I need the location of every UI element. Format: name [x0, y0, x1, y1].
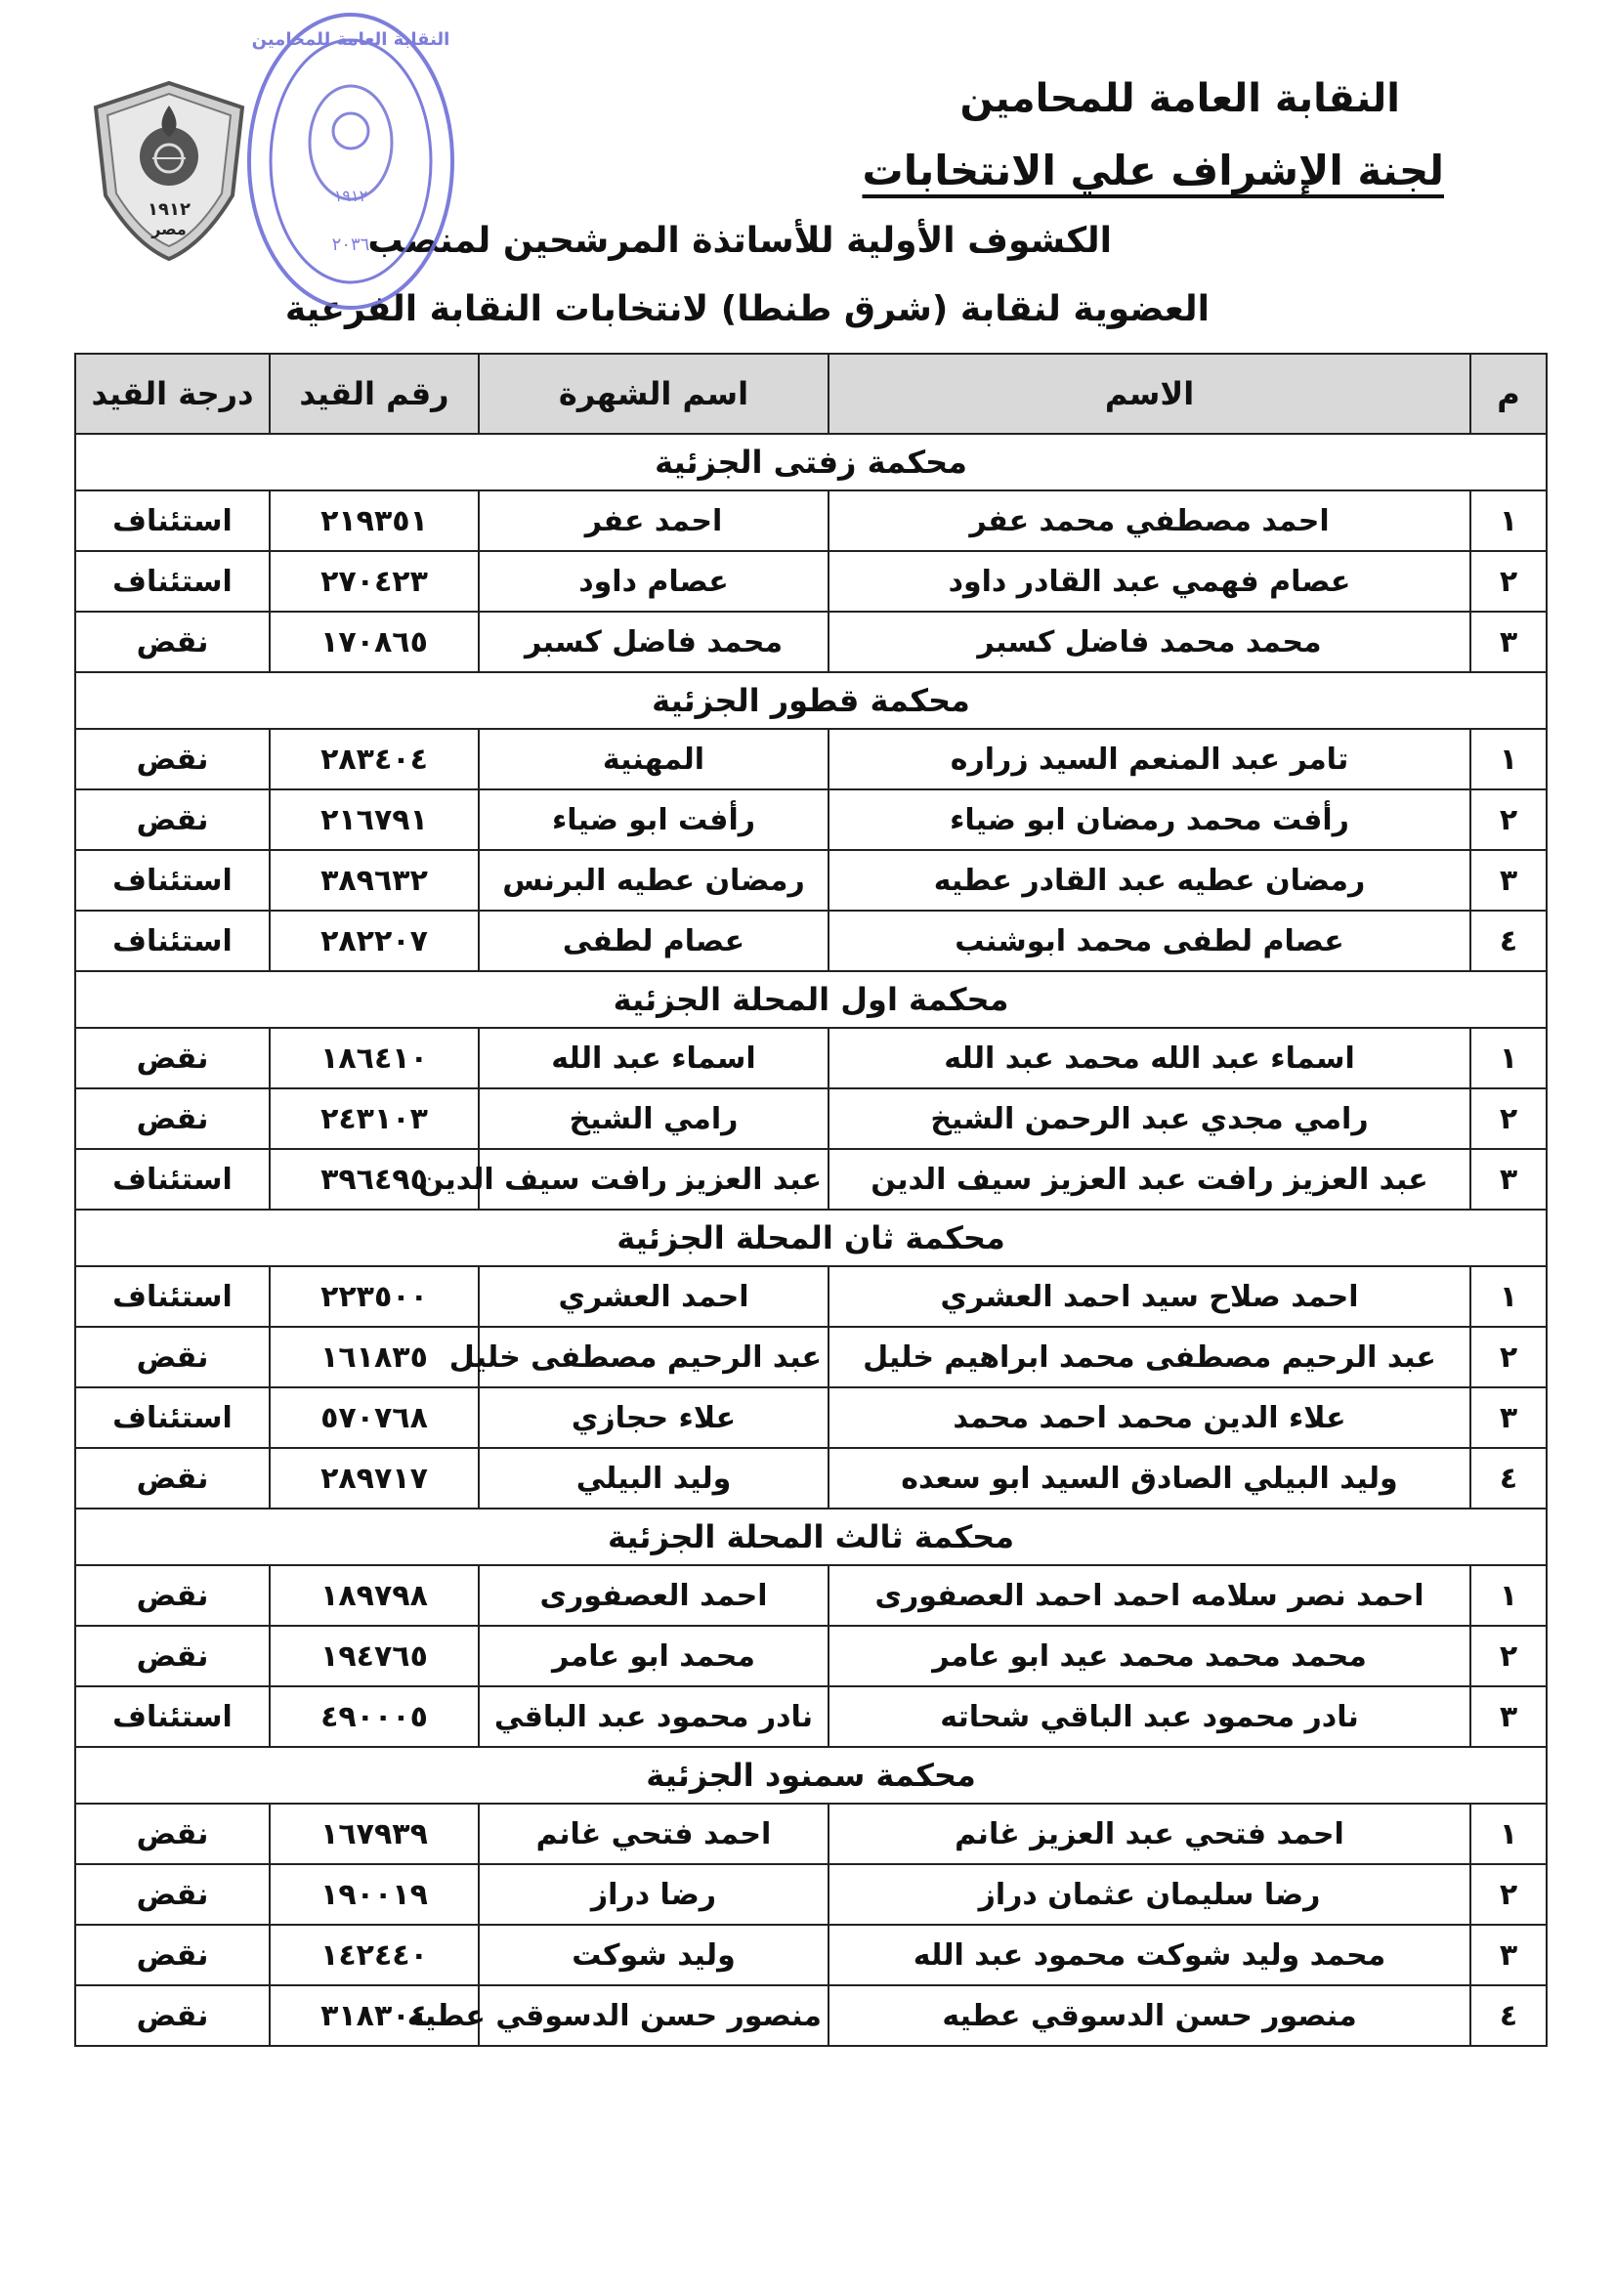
syndicate-logo	[86, 78, 252, 264]
court-name: محكمة سمنود الجزئية	[75, 1747, 1547, 1804]
table-row	[75, 1149, 1547, 1210]
row-number: ٤	[1470, 911, 1547, 971]
row-number: ٣	[1470, 612, 1547, 672]
registration-level: نقض	[75, 729, 270, 789]
table-row	[75, 490, 1547, 551]
table-row	[75, 1804, 1547, 1864]
nickname: عبد الرحيم مصطفى خليل	[479, 1327, 829, 1387]
col-header-nickname: اسم الشهرة	[479, 354, 829, 434]
nickname: رمضان عطيه البرنس	[479, 850, 829, 911]
candidate-name: رأفت محمد رمضان ابو ضياء	[829, 789, 1470, 850]
registration-level: استئناف	[75, 1266, 270, 1327]
court-name: محكمة قطور الجزئية	[75, 672, 1547, 729]
candidate-name: علاء الدين محمد احمد محمد	[829, 1387, 1470, 1448]
row-number: ٢	[1470, 789, 1547, 850]
registration-level: نقض	[75, 1626, 270, 1686]
row-number: ٣	[1470, 850, 1547, 911]
candidate-name: وليد البيلي الصادق السيد ابو سعده	[829, 1448, 1470, 1509]
court-section-row	[75, 971, 1547, 1028]
registration-level: استئناف	[75, 490, 270, 551]
registration-number: ١٦٧٩٣٩	[270, 1804, 479, 1864]
nickname: نادر محمود عبد الباقي	[479, 1686, 829, 1747]
registration-number: ١٩٠٠١٩	[270, 1864, 479, 1925]
row-number: ١	[1470, 1804, 1547, 1864]
court-name: محكمة اول المحلة الجزئية	[75, 971, 1547, 1028]
nickname: منصور حسن الدسوقي عطيه	[479, 1985, 829, 2046]
table-row	[75, 1925, 1547, 1985]
row-number: ٢	[1470, 551, 1547, 612]
col-header-number: م	[1470, 354, 1547, 434]
registration-level: نقض	[75, 1088, 270, 1149]
table-row	[75, 1448, 1547, 1509]
table-row	[75, 911, 1547, 971]
registration-number: ١٤٢٤٤٠	[270, 1925, 479, 1985]
official-stamp	[242, 6, 459, 317]
candidate-name: عبد العزيز رافت عبد العزيز سيف الدين	[829, 1149, 1470, 1210]
candidate-name: تامر عبد المنعم السيد زراره	[829, 729, 1470, 789]
court-section-row	[75, 672, 1547, 729]
candidate-name: رامي مجدي عبد الرحمن الشيخ	[829, 1088, 1470, 1149]
doc-title-line2: العضوية لنقابة (شرق طنطا) لانتخابات النقابة الفرعية	[284, 289, 1210, 329]
registration-level: نقض	[75, 1985, 270, 2046]
court-section-row	[75, 434, 1547, 490]
registration-level: نقض	[75, 612, 270, 672]
registration-number: ١٨٩٧٩٨	[270, 1565, 479, 1626]
table-row	[75, 1088, 1547, 1149]
row-number: ١	[1470, 1028, 1547, 1088]
candidate-name: عبد الرحيم مصطفى محمد ابراهيم خليل	[829, 1327, 1470, 1387]
registration-level: نقض	[75, 1565, 270, 1626]
registration-level: استئناف	[75, 1149, 270, 1210]
svg-text:مصر: مصر	[151, 220, 187, 238]
row-number: ٣	[1470, 1925, 1547, 1985]
registration-number: ٣٨٩٦٣٢	[270, 850, 479, 911]
registration-number: ٢٧٠٤٢٣	[270, 551, 479, 612]
table-row	[75, 1864, 1547, 1925]
nickname: عصام داود	[479, 551, 829, 612]
nickname: احمد عفر	[479, 490, 829, 551]
row-number: ٣	[1470, 1686, 1547, 1747]
row-number: ٤	[1470, 1985, 1547, 2046]
nickname: محمد فاضل كسبر	[479, 612, 829, 672]
row-number: ١	[1470, 1266, 1547, 1327]
nickname: علاء حجازي	[479, 1387, 829, 1448]
candidate-name: محمد محمد محمد عيد ابو عامر	[829, 1626, 1470, 1686]
svg-text:النقابة العامة للمحامين: النقابة العامة للمحامين	[251, 29, 450, 50]
court-section-row	[75, 1509, 1547, 1565]
nickname: وليد البيلي	[479, 1448, 829, 1509]
registration-level: نقض	[75, 789, 270, 850]
svg-text:١٩١٢: ١٩١٢	[148, 199, 191, 220]
candidate-name: احمد مصطفي محمد عفر	[829, 490, 1470, 551]
col-header-registration-number: رقم القيد	[270, 354, 479, 434]
registration-level: نقض	[75, 1804, 270, 1864]
candidate-name: احمد نصر سلامه احمد احمد العصفورى	[829, 1565, 1470, 1626]
row-number: ٣	[1470, 1387, 1547, 1448]
registration-number: ٣١٨٣٠٤	[270, 1985, 479, 2046]
registration-number: ١٦١٨٣٥	[270, 1327, 479, 1387]
table-row	[75, 1327, 1547, 1387]
row-number: ٢	[1470, 1626, 1547, 1686]
registration-level: استئناف	[75, 551, 270, 612]
court-name: محكمة ثان المحلة الجزئية	[75, 1210, 1547, 1266]
nickname: رامي الشيخ	[479, 1088, 829, 1149]
svg-text:٢٠٣٦: ٢٠٣٦	[331, 234, 370, 255]
registration-number: ٢٤٣١٠٣	[270, 1088, 479, 1149]
registration-level: استئناف	[75, 911, 270, 971]
candidate-name: رضا سليمان عثمان دراز	[829, 1864, 1470, 1925]
registration-number: ١٩٤٧٦٥	[270, 1626, 479, 1686]
registration-level: استئناف	[75, 850, 270, 911]
candidate-name: اسماء عبد الله محمد عبد الله	[829, 1028, 1470, 1088]
registration-number: ٢١٩٣٥١	[270, 490, 479, 551]
court-section-row	[75, 1747, 1547, 1804]
registration-number: ٢١٦٧٩١	[270, 789, 479, 850]
nickname: رأفت ابو ضياء	[479, 789, 829, 850]
court-name: محكمة ثالث المحلة الجزئية	[75, 1509, 1547, 1565]
registration-level: نقض	[75, 1327, 270, 1387]
court-section-row	[75, 1210, 1547, 1266]
table-row	[75, 1266, 1547, 1327]
registration-level: نقض	[75, 1864, 270, 1925]
nickname: المهنية	[479, 729, 829, 789]
row-number: ٢	[1470, 1088, 1547, 1149]
table-row	[75, 1686, 1547, 1747]
candidate-name: منصور حسن الدسوقي عطيه	[829, 1985, 1470, 2046]
registration-number: ٤٩٠٠٠٥	[270, 1686, 479, 1747]
registration-number: ١٨٦٤١٠	[270, 1028, 479, 1088]
nickname: احمد العصفورى	[479, 1565, 829, 1626]
nickname: احمد فتحي غانم	[479, 1804, 829, 1864]
registration-number: ٥٧٠٧٦٨	[270, 1387, 479, 1448]
registration-level: استئناف	[75, 1387, 270, 1448]
col-header-registration-level: درجة القيد	[75, 354, 270, 434]
committee-name: لجنة الإشراف علي الانتخابات	[862, 147, 1444, 194]
registration-number: ٢٨٩٧١٧	[270, 1448, 479, 1509]
row-number: ٤	[1470, 1448, 1547, 1509]
row-number: ٢	[1470, 1864, 1547, 1925]
table-header-row	[75, 354, 1547, 434]
nickname: رضا دراز	[479, 1864, 829, 1925]
candidate-name: محمد وليد شوكت محمود عبد الله	[829, 1925, 1470, 1985]
registration-number: ٢٨٢٢٠٧	[270, 911, 479, 971]
nickname: احمد العشري	[479, 1266, 829, 1327]
court-name: محكمة زفتى الجزئية	[75, 434, 1547, 490]
candidate-name: عصام فهمي عبد القادر داود	[829, 551, 1470, 612]
table-row	[75, 551, 1547, 612]
registration-number: ٢٨٣٤٠٤	[270, 729, 479, 789]
table-row	[75, 850, 1547, 911]
row-number: ٣	[1470, 1149, 1547, 1210]
registration-level: نقض	[75, 1028, 270, 1088]
table-row	[75, 1028, 1547, 1088]
table-row	[75, 789, 1547, 850]
table-row	[75, 612, 1547, 672]
table-row	[75, 1626, 1547, 1686]
row-number: ٢	[1470, 1327, 1547, 1387]
candidate-name: محمد محمد فاضل كسبر	[829, 612, 1470, 672]
candidate-name: رمضان عطيه عبد القادر عطيه	[829, 850, 1470, 911]
candidate-name: نادر محمود عبد الباقي شحاته	[829, 1686, 1470, 1747]
row-number: ١	[1470, 490, 1547, 551]
candidate-name: احمد صلاح سيد احمد العشري	[829, 1266, 1470, 1327]
candidate-name: عصام لطفى محمد ابوشنب	[829, 911, 1470, 971]
table-row	[75, 1985, 1547, 2046]
nickname: عبد العزيز رافت سيف الدين	[479, 1149, 829, 1210]
registration-level: نقض	[75, 1925, 270, 1985]
nickname: اسماء عبد الله	[479, 1028, 829, 1088]
candidates-table	[74, 353, 1548, 2047]
nickname: عصام لطفى	[479, 911, 829, 971]
col-header-name: الاسم	[829, 354, 1470, 434]
registration-number: ٢٢٣٥٠٠	[270, 1266, 479, 1327]
table-row	[75, 1565, 1547, 1626]
svg-text:١٩١٢: ١٩١٢	[333, 187, 368, 205]
registration-level: نقض	[75, 1448, 270, 1509]
doc-title-line1: الكشوف الأولية للأساتذة المرشحين لمنصب	[367, 221, 1112, 261]
nickname: محمد ابو عامر	[479, 1626, 829, 1686]
registration-number: ١٧٠٨٦٥	[270, 612, 479, 672]
registration-level: استئناف	[75, 1686, 270, 1747]
candidate-name: احمد فتحي عبد العزيز غانم	[829, 1804, 1470, 1864]
table-row	[75, 729, 1547, 789]
nickname: وليد شوكت	[479, 1925, 829, 1985]
row-number: ١	[1470, 729, 1547, 789]
table-row	[75, 1387, 1547, 1448]
org-name: النقابة العامة للمحامين	[959, 76, 1400, 121]
row-number: ١	[1470, 1565, 1547, 1626]
registration-number: ٣٩٦٤٩٥	[270, 1149, 479, 1210]
